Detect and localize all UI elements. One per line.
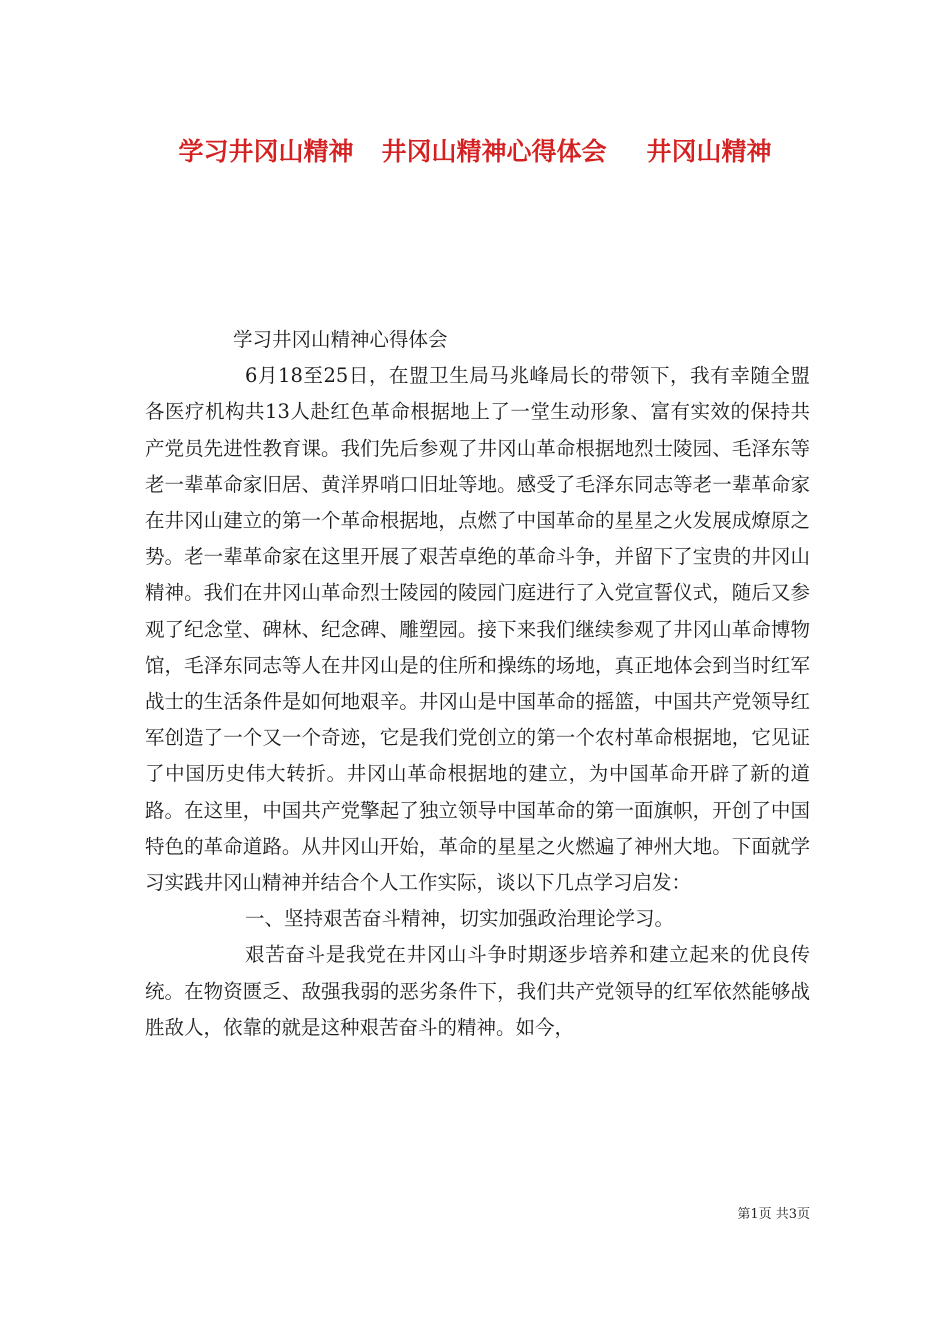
page-number-footer: 第1页 共3页 [737,1207,810,1222]
paragraph-section-1: 艰苦奋斗是我党在井冈山斗争时期逐步培养和建立起来的优良传统。在物资匮乏、敌强我弱的恶劣条件下，我们共产党领导的红军依然能够战胜敌人，依靠的就是这种艰苦奋斗的精神。如今， [145,943,810,1039]
title-part-1: 学习井冈山精神 [178,137,354,166]
document-body [145,322,810,1046]
paragraph-intro: 6月18至25日，在盟卫生局马兆峰局长的带领下，我有幸随全盟各医疗机构共13人赴红色革命根据地上了一堂生动形象、富有实效的保持共产党员先进性教育课。我们先后参观了井冈山革命根据地烈士陵园、毛泽东等老一辈革命家旧居、黄洋界哨口旧址等地。感受了毛泽东同志等老一辈革命家在井冈山建立的第一个革命根据地，点燃了中国革命的星星之火发展成燎原之势。老一辈革命家在这里开展了艰苦卓绝的革命斗争，并留下了宝贵的井冈山精神。我们在井冈山革命烈士陵园的陵园门庭进行了入党宣誓仪式，随后又参观了纪念堂、碑林、纪念碑、雕塑园。接下来我们继续参观了井冈山革命博物馆，毛泽东同志等人在井冈山是的住所和操练的场地，真正地体会到当时红军战士的生活条件是如何地艰辛。井冈山是中国革命的摇篮，中国共产党领导红军创造了一个又一个奇迹，它是我们党创立的第一个农村革命根据地，它见证了中国历史伟大转折。井冈山革命根据地的建立，为中国革命开辟了新的道路。在这里，中国共产党擎起了独立领导中国革命的第一面旗帜，开创了中国特色的革命道路。从井冈山开始，革命的星星之火燃遍了神州大地。下面就学习实践井冈山精神并结合个人工作实际，谈以下几点学习启发： [145,364,810,895]
document-subtitle: 学习井冈山精神心得体会 [233,328,448,351]
title-part-2: 井冈山精神心得体会 [381,137,607,166]
section-heading-1: 一、坚持艰苦奋斗精神，切实加强政治理论学习。 [245,907,675,931]
document-title [0,132,950,172]
title-part-3: 井冈山精神 [646,137,772,166]
